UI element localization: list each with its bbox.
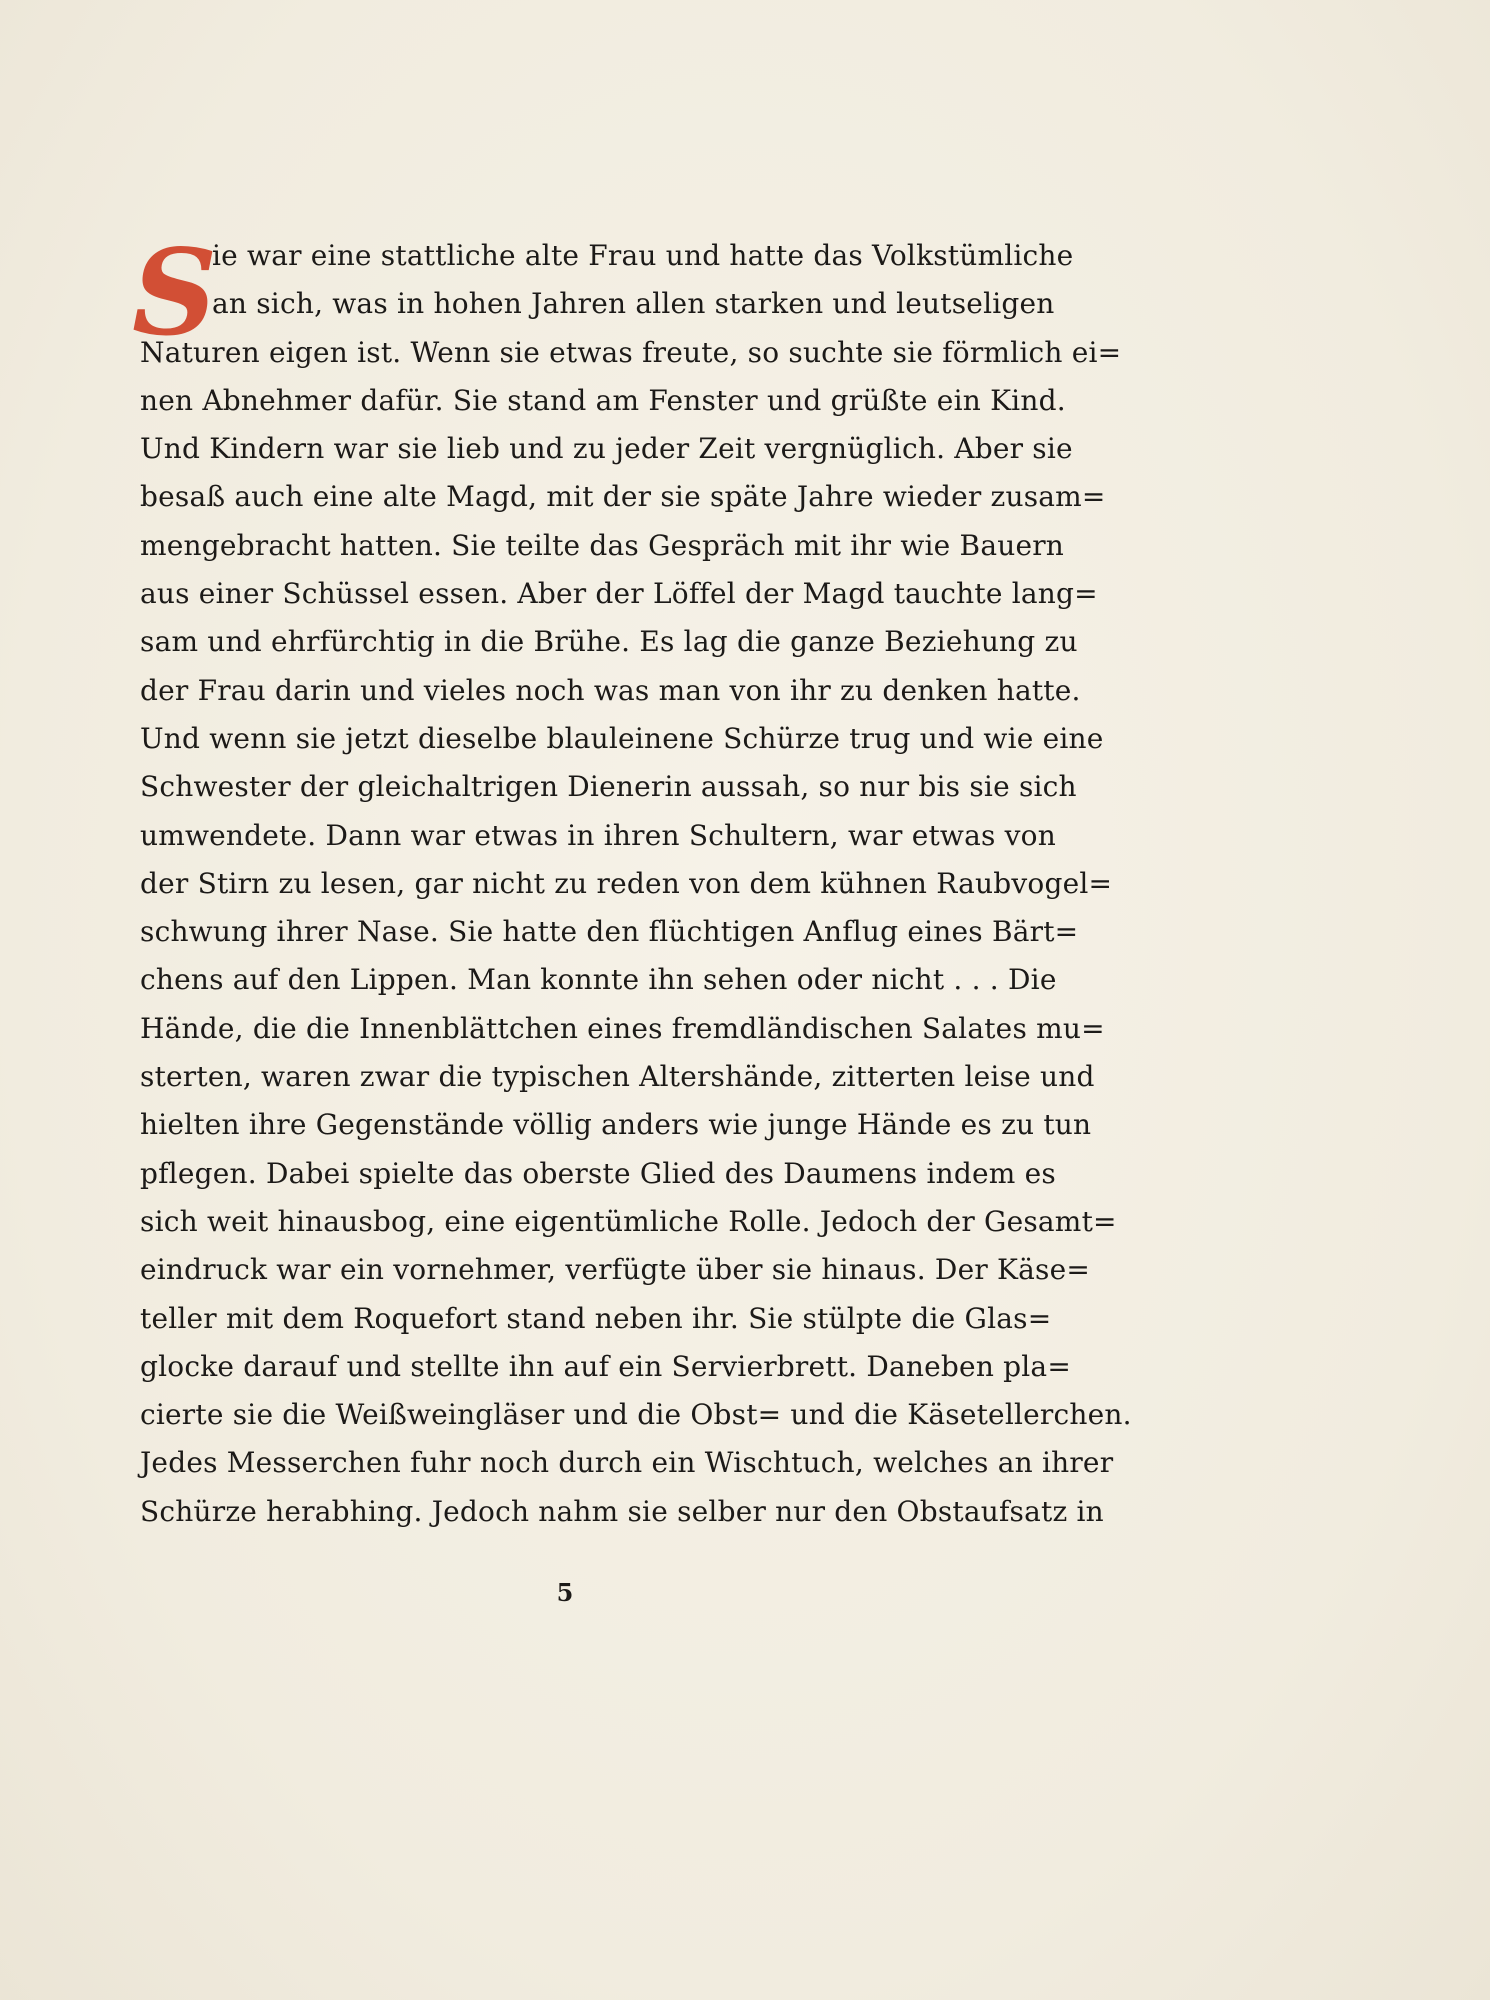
text-line: Hände, die die Innenblättchen eines fremdländischen Salates mu= — [140, 1011, 1105, 1045]
text-line: sich weit hinausbog, eine eigentümliche Rolle. Jedoch der Gesamt= — [140, 1204, 1117, 1238]
text-line: Und wenn sie jetzt dieselbe blauleinene Schürze trug und wie eine — [140, 721, 1104, 755]
drop-cap-initial: S — [132, 223, 218, 362]
text-line: pflegen. Dabei spielte das oberste Glied des Daumens indem es — [140, 1156, 1056, 1190]
text-line: nen Abnehmer dafür. Sie stand am Fenster und grüßte ein Kind. — [140, 383, 1066, 417]
text-line: Und Kindern war sie lieb und zu jeder Zeit vergnüglich. Aber sie — [140, 432, 1073, 466]
text-line: sterten, waren zwar die typischen Altershände, zitterten leise und — [140, 1060, 1095, 1094]
text-line: Jedes Messerchen fuhr noch durch ein Wischtuch, welches an ihrer — [140, 1446, 1114, 1480]
text-line: sam und ehrfürchtig in die Brühe. Es lag die ganze Beziehung zu — [140, 625, 1078, 659]
text-line: Naturen eigen ist. Wenn sie etwas freute, so suchte sie förmlich ei= — [140, 335, 1122, 369]
text-line: ie war eine stattliche alte Frau und hatte das Volkstümliche — [212, 239, 1074, 272]
text-line: glocke darauf und stellte ihn auf ein Servierbrett. Daneben pla= — [140, 1349, 1071, 1383]
text-line: umwendete. Dann war etwas in ihren Schultern, war etwas von — [140, 818, 1056, 852]
text-line: teller mit dem Roquefort stand neben ihr. Sie stülpte die Glas= — [140, 1301, 1052, 1335]
text-line: hielten ihre Gegenstände völlig anders wie junge Hände es zu tun — [140, 1108, 1092, 1142]
text-line: chens auf den Lippen. Man konnte ihn sehen oder nicht . . . Die — [140, 963, 1057, 997]
text-line: Schürze herabhing. Jedoch nahm sie selber nur den Obstaufsatz in — [140, 1494, 1104, 1528]
text-line: der Frau darin und vieles noch was man von ihr zu denken hatte. — [140, 673, 1081, 707]
body-text — [132, 223, 1132, 1536]
text-line: mengebracht hatten. Sie teilte das Gespräch mit ihr wie Bauern — [140, 528, 1065, 562]
text-line: der Stirn zu lesen, gar nicht zu reden von dem kühnen Raubvogel= — [140, 866, 1113, 900]
page-number: 5 — [556, 1578, 574, 1607]
text-line: Schwester der gleichaltrigen Dienerin aussah, so nur bis sie sich — [140, 770, 1077, 804]
text-line: an sich, was in hohen Jahren allen starken und leutseligen — [212, 287, 1055, 321]
text-line: cierte sie die Weißweingläser und die Obst= und die Käsetellerchen. — [140, 1398, 1132, 1432]
text-line: schwung ihrer Nase. Sie hatte den flüchtigen Anflug eines Bärt= — [140, 915, 1079, 949]
text-line: eindruck war ein vornehmer, verfügte über sie hinaus. Der Käse= — [140, 1253, 1091, 1287]
text-line: aus einer Schüssel essen. Aber der Löffel der Magd tauchte lang= — [140, 577, 1098, 611]
text-line: besaß auch eine alte Magd, mit der sie späte Jahre wieder zusam= — [140, 480, 1106, 514]
